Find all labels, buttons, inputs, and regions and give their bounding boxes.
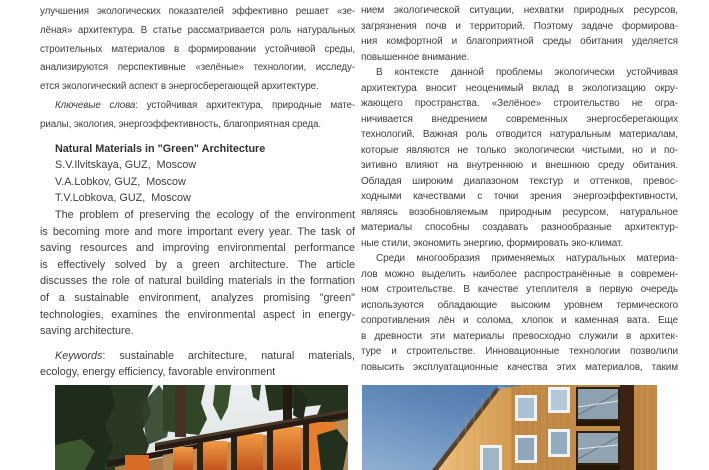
- body-ru-paragraph-2-line-2: архитектура вносит неоценимый вклад в экологизацию окру-: [361, 82, 678, 94]
- abstract-en-line-7: technologies, examines the environmental aspect in energy-: [40, 308, 355, 321]
- keywords-en-line-2: ecology, energy efficiency, favorable environment: [40, 366, 276, 379]
- title-en-line-1: Natural Materials in "Green" Architecture: [55, 142, 266, 155]
- body-ru-paragraph-2: [361, 65, 678, 251]
- keywords-ru-run: Ключевые слова: [55, 99, 136, 111]
- keywords-ru: [40, 97, 355, 135]
- keywords-en-run: : sustainable architecture, natural materials,: [102, 349, 355, 362]
- keywords-en-line-1: [40, 348, 355, 365]
- body-ru-paragraph-2-line-4: ничивается внедрением современных энергосберегающих: [361, 113, 678, 125]
- body-ru-paragraph-3-line-3: ном строительстве. В качестве утеплителя в первую очередь: [361, 284, 678, 295]
- abstract-en-line-8: saving architecture.: [40, 325, 134, 338]
- authors-en-line-2: V.A.Lobkov, GUZ, Moscow: [55, 175, 186, 188]
- photo-wooden-house-in-forest: [55, 385, 348, 470]
- body-ru-paragraph-3-line-8: повысить эксплуатационные качества этих материалов, таким: [361, 361, 678, 373]
- abstract-en: [40, 207, 355, 340]
- authors-en-line-1: S.V.Ilvitskaya, GUZ, Moscow: [55, 159, 197, 172]
- body-ru-paragraph-1-line-3: ния комфортной и благоприятной среды обитания уделяется: [361, 36, 678, 47]
- keywords-ru-line-2: риалы, экология, энергоэффективность, благоприятная среда.: [40, 118, 322, 130]
- body-ru-paragraph-3-line-5: сопротивления лён и солома, хлопок и каменная вата. Еще: [361, 315, 678, 326]
- abstract-en-line-6: of a sustainable environment, analyzes promising "green": [40, 291, 355, 304]
- abstract-en-line-1: The problem of preserving the ecology of the environment: [55, 208, 355, 221]
- body-ru-paragraph-3-line-1: Среди многообразия применяемых натуральных материа-: [376, 253, 678, 264]
- body-ru-paragraph-2-line-5: технологий. Важная роль отводится натуральным материалам,: [361, 129, 678, 140]
- body-ru-paragraph-3-line-2: лов можно выделить наиболее распространённые в современ-: [361, 268, 678, 280]
- annotation-ru-line-4: анализируются перспективные «зелёные» технологии, исследу-: [40, 62, 355, 74]
- abstract-en-line-3: saving resources and improving environmental performance: [40, 242, 355, 255]
- keywords-ru-run: : устойчивая архитектура, природные мате-: [135, 99, 356, 111]
- body-ru-paragraph-1-line-2: загрязнения почв и территорий. Поэтому задаче формирова-: [361, 20, 678, 32]
- body-ru-paragraph-1-line-4: повышенное внимание.: [361, 51, 470, 63]
- body-ru-paragraph-2-line-12: ные стили, экономить энергию, формировать эко-климат.: [361, 237, 624, 249]
- body-ru-paragraph-3: [361, 251, 678, 375]
- right-column: [361, 3, 678, 375]
- photo-timber-apartment-building: [362, 385, 657, 470]
- body-ru-paragraph-1-line-1: нием экологической ситуации, нехватки природных ресурсов,: [361, 5, 678, 16]
- body-ru-paragraph-2-line-6: которые являются не только экологически чистыми, но и по-: [361, 144, 678, 156]
- authors-en: [40, 157, 355, 207]
- annotation-ru: [40, 3, 355, 97]
- body-ru-paragraph-2-line-7: зитивно влияют на внутреннюю и внешнюю среду обитания.: [361, 160, 678, 171]
- forest-house-illustration: [55, 385, 348, 470]
- body-ru-paragraph-3-line-6: в древности эти материалы превосходно служили в архитек-: [361, 330, 678, 342]
- body-ru-paragraph-2-line-3: жающего пространства. «Зелёное» строительство не огра-: [361, 98, 678, 109]
- body-ru-paragraph-3-line-7: туре и строительстве. Инновационные технологии позволили: [361, 346, 678, 357]
- keywords-ru-line-1: [40, 97, 355, 116]
- annotation-ru-line-5: ется экологический аспект в энергосберегающей архитектуре.: [40, 81, 319, 93]
- body-ru-paragraph-3-line-4: используются обладающие высоким уровнем термического: [361, 299, 678, 311]
- title-en: [40, 141, 355, 158]
- timber-building-illustration: [362, 385, 657, 470]
- body-ru-paragraph-2-line-11: материалы способны создавать разнообразные архитектур-: [361, 222, 678, 233]
- annotation-ru-line-3: строительных материалов в формировании устойчивой среды,: [40, 43, 355, 55]
- abstract-en-line-5: discusses the role of natural building materials in the formation: [40, 275, 355, 288]
- annotation-ru-line-1: улучшения экологических показателей эффективно решает «зе-: [40, 6, 355, 17]
- body-ru-paragraph-1: [361, 3, 678, 65]
- abstract-en-line-2: is becoming more and more important every year. The task of: [40, 225, 355, 238]
- abstract-en-line-4: is effectively solved by a green architecture. The article: [40, 258, 355, 271]
- authors-en-line-3: T.V.Lobkova, GUZ, Moscow: [55, 192, 191, 205]
- body-ru-paragraph-2-line-9: ходными качествами с точки зрения энергоэффективности,: [361, 191, 678, 202]
- body-ru-paragraph-2-line-8: Обладая широким диапазоном текстур и оттенков, превос-: [361, 175, 678, 187]
- keywords-en: [40, 348, 355, 381]
- left-column: [40, 3, 355, 381]
- annotation-ru-line-2: лёная» архитектура. В статье рассматривается роль натуральных: [40, 24, 355, 36]
- body-ru-paragraph-2-line-10: являясь возобновляемым природным ресурсом, натуральное: [361, 206, 678, 218]
- keywords-en-run: Keywords: [55, 349, 103, 362]
- body-ru-paragraph-2-line-1: В контексте данной проблемы экологически устойчивая: [376, 67, 678, 78]
